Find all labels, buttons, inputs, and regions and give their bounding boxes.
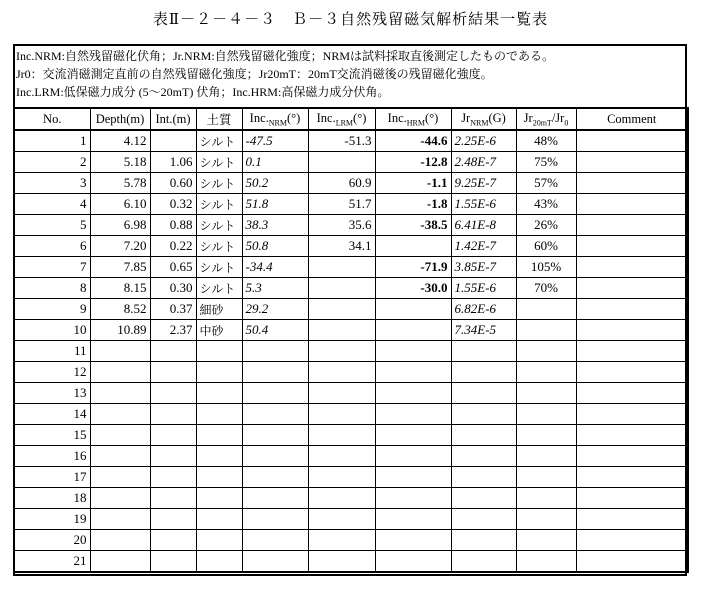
cell-depth [90, 509, 150, 530]
cell-inc-lrm [308, 383, 375, 404]
cell-comment [576, 236, 688, 257]
cell-inc-nrm: 38.3 [242, 215, 308, 236]
cell-comment [576, 467, 688, 488]
cell-inc-lrm [308, 257, 375, 278]
cell-depth [90, 404, 150, 425]
cell-inc-hrm [375, 236, 451, 257]
cell-int: 0.60 [150, 173, 196, 194]
cell-no: 19 [14, 509, 90, 530]
cell-inc-hrm: -44.6 [375, 130, 451, 152]
cell-int: 0.88 [150, 215, 196, 236]
header-row [14, 108, 688, 130]
cell-jr-nrm: 3.85E-7 [451, 257, 516, 278]
cell-depth [90, 467, 150, 488]
cell-no: 9 [14, 299, 90, 320]
cell-depth: 7.85 [90, 257, 150, 278]
cell-no: 14 [14, 404, 90, 425]
cell-no: 8 [14, 278, 90, 299]
cell-soil: シルト [196, 278, 242, 299]
cell-jr-nrm: 6.41E-8 [451, 215, 516, 236]
cell-inc-lrm [308, 509, 375, 530]
cell-inc-lrm [308, 446, 375, 467]
document-title: 表Ⅱ－２－４－３ Ｂ－３自然残留磁気解析結果一覧表 [152, 12, 549, 28]
cell-inc-nrm [242, 467, 308, 488]
cell-inc-hrm: -12.8 [375, 152, 451, 173]
cell-int: 0.37 [150, 299, 196, 320]
cell-no: 18 [14, 488, 90, 509]
cell-jr-nrm: 1.55E-6 [451, 194, 516, 215]
cell-no: 13 [14, 383, 90, 404]
header-jr-nrm: $Jr_{NRM}(G)$ [451, 108, 516, 130]
cell-comment [576, 194, 688, 215]
cell-int: 0.22 [150, 236, 196, 257]
cell-inc-hrm [375, 509, 451, 530]
header-depth: Depth(m) [90, 108, 150, 130]
cell-depth [90, 551, 150, 573]
cell-no: 3 [14, 173, 90, 194]
cell-inc-hrm: -38.5 [375, 215, 451, 236]
cell-inc-hrm [375, 362, 451, 383]
cell-inc-nrm [242, 530, 308, 551]
table-row [14, 362, 688, 383]
cell-int: 0.65 [150, 257, 196, 278]
cell-inc-nrm [242, 509, 308, 530]
table-row [14, 130, 688, 152]
table-row [14, 152, 688, 173]
cell-soil: シルト [196, 173, 242, 194]
cell-inc-hrm [375, 320, 451, 341]
cell-inc-lrm [308, 152, 375, 173]
cell-no: 16 [14, 446, 90, 467]
cell-jr-nrm [451, 467, 516, 488]
cell-int [150, 551, 196, 573]
table-row [14, 215, 688, 236]
cell-int [150, 362, 196, 383]
cell-int [150, 341, 196, 362]
cell-soil [196, 404, 242, 425]
cell-comment [576, 551, 688, 573]
cell-inc-nrm [242, 362, 308, 383]
cell-jr-nrm: 2.25E-6 [451, 130, 516, 152]
cell-jr-ratio [516, 383, 576, 404]
table-row [14, 236, 688, 257]
cell-jr-ratio [516, 467, 576, 488]
cell-inc-hrm [375, 425, 451, 446]
cell-inc-hrm [375, 488, 451, 509]
cell-soil [196, 530, 242, 551]
cell-inc-nrm: 0.1 [242, 152, 308, 173]
cell-jr-ratio: 26% [516, 215, 576, 236]
cell-inc-nrm [242, 551, 308, 573]
cell-depth: 8.52 [90, 299, 150, 320]
cell-no: 20 [14, 530, 90, 551]
table-row [14, 278, 688, 299]
note-line-3: Inc.LRM:低保磁力成分 (5～20mT) 伏角；Inc.HRM:高保磁力成分伏角。 [16, 85, 390, 99]
table-row [14, 467, 688, 488]
cell-comment [576, 173, 688, 194]
cell-int [150, 446, 196, 467]
cell-inc-nrm: 50.2 [242, 173, 308, 194]
cell-inc-lrm [308, 341, 375, 362]
cell-jr-nrm [451, 509, 516, 530]
cell-jr-ratio: 57% [516, 173, 576, 194]
cell-jr-nrm: 6.82E-6 [451, 299, 516, 320]
cell-inc-hrm [375, 383, 451, 404]
cell-comment [576, 320, 688, 341]
table-row [14, 320, 688, 341]
cell-no: 12 [14, 362, 90, 383]
cell-comment [576, 446, 688, 467]
cell-inc-nrm [242, 488, 308, 509]
cell-inc-nrm [242, 425, 308, 446]
cell-jr-nrm: 9.25E-7 [451, 173, 516, 194]
notes-block [16, 47, 684, 101]
cell-inc-nrm [242, 341, 308, 362]
cell-depth: 5.78 [90, 173, 150, 194]
cell-comment [576, 278, 688, 299]
cell-comment [576, 425, 688, 446]
cell-inc-hrm [375, 299, 451, 320]
cell-depth [90, 425, 150, 446]
cell-inc-lrm [308, 404, 375, 425]
cell-inc-hrm: -1.1 [375, 173, 451, 194]
header-inc-lrm: $Inc._{LRM}(^\circ)$ [308, 108, 375, 130]
cell-depth [90, 362, 150, 383]
note-line-1: Inc.NRM:自然残留磁化伏角；Jr.NRM:自然残留磁化強度；NRMは試料採取直後測定したものである。 [16, 49, 555, 63]
table-row [14, 173, 688, 194]
cell-soil [196, 425, 242, 446]
cell-inc-nrm [242, 383, 308, 404]
cell-inc-lrm [308, 530, 375, 551]
cell-int: 1.06 [150, 152, 196, 173]
cell-int [150, 425, 196, 446]
cell-jr-ratio: 48% [516, 130, 576, 152]
cell-int [150, 130, 196, 152]
cell-depth [90, 530, 150, 551]
cell-soil [196, 509, 242, 530]
cell-comment [576, 130, 688, 152]
cell-jr-nrm [451, 341, 516, 362]
cell-jr-nrm [451, 551, 516, 573]
cell-no: 5 [14, 215, 90, 236]
cell-depth: 4.12 [90, 130, 150, 152]
note-line-2: Jr0：交流消磁測定直前の自然残留磁化強度；Jr20mT：20mT交流消磁後の残留磁化強度。 [16, 67, 493, 81]
cell-inc-lrm [308, 320, 375, 341]
cell-soil [196, 383, 242, 404]
cell-soil [196, 467, 242, 488]
cell-comment [576, 215, 688, 236]
cell-inc-lrm [308, 488, 375, 509]
cell-jr-ratio [516, 299, 576, 320]
header-inc-hrm: $Inc._{HRM}(^\circ)$ [375, 108, 451, 130]
cell-depth [90, 446, 150, 467]
cell-inc-hrm [375, 467, 451, 488]
cell-inc-nrm: 50.8 [242, 236, 308, 257]
cell-inc-lrm: -51.3 [308, 130, 375, 152]
cell-inc-hrm: -1.8 [375, 194, 451, 215]
cell-inc-lrm: 60.9 [308, 173, 375, 194]
cell-soil: シルト [196, 215, 242, 236]
cell-depth: 6.10 [90, 194, 150, 215]
cell-depth [90, 488, 150, 509]
cell-inc-lrm [308, 362, 375, 383]
table-row [14, 341, 688, 362]
cell-int: 0.32 [150, 194, 196, 215]
cell-inc-nrm: 5.3 [242, 278, 308, 299]
cell-depth: 8.15 [90, 278, 150, 299]
cell-jr-ratio: 70% [516, 278, 576, 299]
cell-int: 0.30 [150, 278, 196, 299]
cell-int: 2.37 [150, 320, 196, 341]
cell-jr-ratio [516, 551, 576, 573]
cell-no: 7 [14, 257, 90, 278]
cell-inc-nrm: 50.4 [242, 320, 308, 341]
cell-jr-ratio [516, 446, 576, 467]
cell-jr-nrm: 1.42E-7 [451, 236, 516, 257]
cell-inc-hrm [375, 551, 451, 573]
cell-inc-hrm [375, 530, 451, 551]
cell-jr-nrm [451, 362, 516, 383]
cell-comment [576, 509, 688, 530]
header-comment: Comment [576, 108, 688, 130]
cell-int [150, 383, 196, 404]
cell-depth [90, 341, 150, 362]
cell-jr-nrm [451, 404, 516, 425]
cell-jr-ratio [516, 488, 576, 509]
table-row [14, 257, 688, 278]
cell-depth: 10.89 [90, 320, 150, 341]
cell-jr-nrm [451, 383, 516, 404]
cell-jr-nrm: 1.55E-6 [451, 278, 516, 299]
cell-no: 15 [14, 425, 90, 446]
cell-jr-ratio: 105% [516, 257, 576, 278]
cell-soil [196, 446, 242, 467]
cell-jr-nrm: 7.34E-5 [451, 320, 516, 341]
cell-inc-lrm [308, 425, 375, 446]
cell-inc-hrm [375, 446, 451, 467]
cell-no: 17 [14, 467, 90, 488]
table-row [14, 530, 688, 551]
cell-comment [576, 488, 688, 509]
cell-inc-nrm: -47.5 [242, 130, 308, 152]
cell-depth: 7.20 [90, 236, 150, 257]
cell-depth: 5.18 [90, 152, 150, 173]
table-row [14, 404, 688, 425]
header-soil: 土質 [196, 108, 242, 130]
cell-jr-nrm [451, 425, 516, 446]
cell-no: 21 [14, 551, 90, 573]
cell-int [150, 404, 196, 425]
cell-inc-hrm [375, 404, 451, 425]
cell-soil [196, 551, 242, 573]
cell-comment [576, 404, 688, 425]
cell-comment [576, 530, 688, 551]
cell-soil [196, 362, 242, 383]
cell-inc-hrm: -71.9 [375, 257, 451, 278]
cell-jr-ratio [516, 530, 576, 551]
cell-inc-lrm: 51.7 [308, 194, 375, 215]
cell-inc-lrm [308, 467, 375, 488]
cell-depth: 6.98 [90, 215, 150, 236]
cell-depth [90, 383, 150, 404]
cell-no: 6 [14, 236, 90, 257]
cell-inc-nrm: 51.8 [242, 194, 308, 215]
cell-inc-lrm [308, 299, 375, 320]
table-row [14, 194, 688, 215]
table-row [14, 299, 688, 320]
cell-comment [576, 362, 688, 383]
cell-jr-ratio: 60% [516, 236, 576, 257]
cell-comment [576, 257, 688, 278]
cell-soil [196, 488, 242, 509]
cell-no: 1 [14, 130, 90, 152]
header-int: Int.(m) [150, 108, 196, 130]
cell-soil: シルト [196, 257, 242, 278]
cell-soil: 中砂 [196, 320, 242, 341]
table-row [14, 509, 688, 530]
cell-no: 4 [14, 194, 90, 215]
cell-jr-ratio [516, 320, 576, 341]
header-inc-nrm: $Inc._{NRM}(^\circ)$ [242, 108, 308, 130]
cell-inc-hrm [375, 341, 451, 362]
cell-soil: シルト [196, 152, 242, 173]
cell-inc-nrm: -34.4 [242, 257, 308, 278]
table-row [14, 446, 688, 467]
cell-jr-nrm [451, 530, 516, 551]
cell-jr-ratio [516, 509, 576, 530]
cell-inc-lrm [308, 551, 375, 573]
cell-comment [576, 299, 688, 320]
table-row [14, 488, 688, 509]
cell-inc-hrm: -30.0 [375, 278, 451, 299]
table-row [14, 425, 688, 446]
cell-int [150, 530, 196, 551]
cell-inc-nrm: 29.2 [242, 299, 308, 320]
cell-inc-nrm [242, 446, 308, 467]
cell-no: 11 [14, 341, 90, 362]
cell-jr-ratio [516, 341, 576, 362]
cell-no: 10 [14, 320, 90, 341]
cell-int [150, 488, 196, 509]
cell-jr-nrm [451, 446, 516, 467]
cell-comment [576, 152, 688, 173]
results-table [13, 107, 689, 573]
cell-int [150, 509, 196, 530]
cell-no: 2 [14, 152, 90, 173]
cell-inc-nrm [242, 404, 308, 425]
cell-soil [196, 341, 242, 362]
cell-int [150, 467, 196, 488]
cell-soil: シルト [196, 236, 242, 257]
cell-soil: シルト [196, 130, 242, 152]
cell-inc-lrm: 35.6 [308, 215, 375, 236]
cell-jr-ratio: 75% [516, 152, 576, 173]
cell-jr-ratio: 43% [516, 194, 576, 215]
cell-soil: シルト [196, 194, 242, 215]
cell-jr-ratio [516, 425, 576, 446]
cell-jr-ratio [516, 404, 576, 425]
cell-inc-lrm: 34.1 [308, 236, 375, 257]
table-row [14, 383, 688, 404]
table-row [14, 551, 688, 573]
cell-comment [576, 383, 688, 404]
cell-inc-lrm [308, 278, 375, 299]
cell-jr-nrm [451, 488, 516, 509]
cell-jr-nrm: 2.48E-7 [451, 152, 516, 173]
header-no: No. [14, 108, 90, 130]
header-jr-ratio: $Jr_{20mT}/Jr_0$ [516, 108, 576, 130]
cell-comment [576, 341, 688, 362]
cell-jr-ratio [516, 362, 576, 383]
cell-soil: 細砂 [196, 299, 242, 320]
